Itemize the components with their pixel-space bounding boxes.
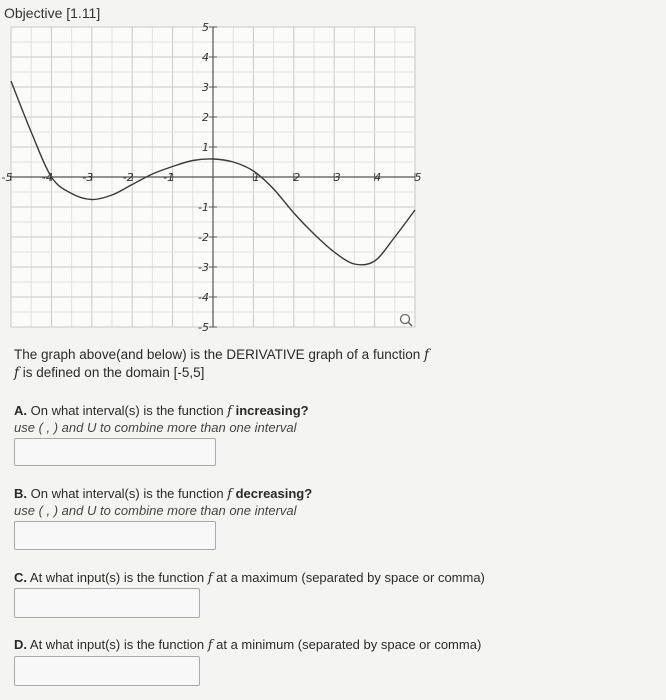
x-tick-label: -5 — [1, 171, 13, 184]
y-tick-label: -5 — [198, 321, 209, 334]
question-text: At what input(s) is the function — [29, 637, 205, 652]
question-b — [14, 486, 312, 519]
x-tick-label: 3 — [333, 171, 341, 184]
question-letter: B. — [14, 486, 27, 501]
function-symbol: f — [424, 347, 429, 363]
question-letter: C. — [14, 570, 27, 585]
x-tick-label: 2 — [293, 171, 301, 184]
function-symbol: f — [207, 571, 213, 586]
question-keyword: decreasing? — [235, 486, 313, 501]
problem-description — [14, 346, 429, 382]
question-d — [14, 637, 481, 654]
question-letter: A. — [14, 403, 27, 418]
question-c — [14, 570, 485, 587]
question-keyword: increasing? — [235, 403, 309, 418]
function-symbol: f — [227, 487, 232, 502]
question-text-after: at a minimum (separated by space or comma) — [216, 637, 482, 652]
question-hint: use ( , ) and U to combine more than one interval — [14, 420, 297, 435]
answer-input-a[interactable] — [14, 438, 216, 466]
description-line2: is defined on the domain [-5,5] — [22, 365, 205, 380]
objective-title: Objective [1.11] — [4, 5, 101, 21]
x-tick-label: 4 — [374, 171, 382, 184]
x-tick-label: 1 — [252, 171, 260, 184]
x-tick-label: -1 — [163, 171, 175, 184]
question-hint: use ( , ) and U to combine more than one interval — [14, 503, 297, 518]
y-tick-label: -1 — [198, 201, 209, 214]
description-line1: The graph above(and below) is the DERIVATIVE graph of a function — [14, 347, 421, 362]
function-symbol: f — [14, 365, 19, 381]
x-tick-label: -4 — [41, 171, 53, 184]
y-tick-label: 4 — [202, 51, 209, 64]
question-text-after: at a maximum (separated by space or comma) — [216, 570, 485, 585]
answer-input-d[interactable] — [14, 656, 200, 686]
y-tick-label: 3 — [202, 81, 209, 94]
question-a — [14, 403, 309, 436]
y-tick-label: 5 — [202, 22, 209, 34]
function-symbol: f — [227, 404, 232, 419]
question-text: On what interval(s) is the function — [30, 403, 224, 418]
answer-input-c[interactable] — [14, 588, 200, 618]
function-symbol: f — [207, 638, 213, 653]
y-tick-label: -2 — [198, 231, 209, 244]
x-tick-label: 5 — [414, 171, 422, 184]
question-letter: D. — [14, 637, 27, 652]
derivative-graph — [0, 22, 430, 334]
y-tick-label: 2 — [202, 111, 209, 124]
question-text: On what interval(s) is the function — [30, 486, 224, 501]
x-tick-label: -3 — [82, 171, 94, 184]
y-tick-label: -4 — [198, 291, 209, 304]
y-tick-label: 1 — [202, 141, 209, 154]
answer-input-b[interactable] — [14, 521, 216, 550]
y-tick-label: -3 — [198, 261, 209, 274]
x-tick-label: -2 — [122, 171, 134, 184]
question-text: At what input(s) is the function — [29, 570, 205, 585]
